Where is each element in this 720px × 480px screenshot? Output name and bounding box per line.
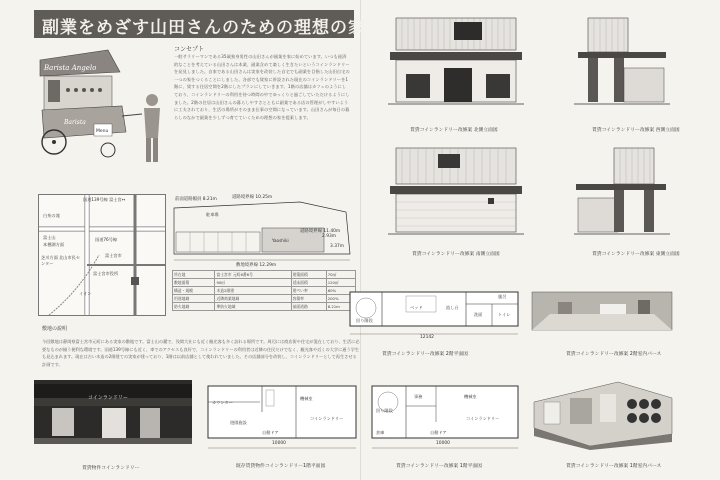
upper-room-bed: ベッド xyxy=(410,305,423,310)
existing-room-laundry: コインランドリー xyxy=(310,416,344,421)
east-elevation xyxy=(574,146,670,246)
upper-room-bath: 風呂 xyxy=(498,294,507,299)
south-elevation-label: 賃貸コインランドリー改修案 南側立面図 xyxy=(412,252,500,257)
existing-plan-label: 既存賃貸物件コインランドリー1階平面図 xyxy=(236,464,326,469)
title-band xyxy=(34,10,366,38)
map-label-cityhall: 富士宮市役所 xyxy=(93,271,119,276)
upper-room-toilet: トイレ xyxy=(498,312,511,317)
fold-line xyxy=(360,0,361,480)
upper-plan-dimension: 12142 xyxy=(420,335,434,340)
site-label-parking: 駐車場 xyxy=(206,212,219,217)
north-elevation-label: 賃貸コインランドリー改修案 北側立面図 xyxy=(410,128,498,133)
map-label-route139: 国道139号線 富士宮↔ xyxy=(83,197,126,202)
new-plan-dimension: 10000 xyxy=(436,441,450,446)
upper-room-wash: 洗面 xyxy=(474,312,483,317)
upper-room-sink: 流し台 xyxy=(446,305,459,310)
existing-room-counter: カウンター xyxy=(212,400,233,405)
site-description-body: 今回敷地は静岡県富士宮市元町にある実家の敷地です。富士山の麓で、浅間大社にも近く観光客も多く訪れる場所です。周辺には商店街や住宅が混在しており、生活に必要なものが揃う便利な環境です。国道139号線にも近く、車でのアクセスも良好で、コインランドリーの利用者は近隣の住民だけでなく、観光客や近くの大学に通う学生も見込まれます。現在は古い木造の2階建ての実家が建っており、1階は以前店舗として使われていました。その店舗部分を改装し、コインランドリーとして再生させる計画です。 xyxy=(42,339,360,367)
location-map xyxy=(38,194,166,316)
new-room-door: 自動ドア xyxy=(430,430,447,435)
spec-row: 敷地面積 90㎡ 延床面積 120㎡ xyxy=(173,279,356,287)
laundromat-photo xyxy=(34,380,192,444)
map-label-shibakawa: 芝川方面 北山市民センター xyxy=(41,255,81,266)
site-description-heading: 敷地の説明 xyxy=(42,326,68,332)
new-plan-label: 賃貸コインランドリー改修案 1階平面図 xyxy=(396,464,482,469)
spec-table xyxy=(172,270,356,311)
map-label-aeon: イオン xyxy=(79,291,92,296)
site-dim-road: 前面道路幅員 8.21m xyxy=(175,197,217,202)
site-dim-boundary-c: 敷地境界線 12.29m xyxy=(236,263,277,268)
cart-sign-top: Barista Angelo xyxy=(44,64,97,72)
map-label-motosu: 本栖湖方面 xyxy=(43,242,64,247)
map-label-falls: 白糸の滝 xyxy=(43,213,60,218)
spec-row: 用途地域 近隣商業地域 容積率 200% xyxy=(173,295,356,303)
new-room-machine: 機械室 xyxy=(464,394,477,399)
second-floor-plan-label: 賃貸コインランドリー改修案 2階平面図 xyxy=(382,352,468,357)
map-label-fujinomiya: 富士宮市 xyxy=(105,253,122,258)
cart-board: Menu xyxy=(96,129,109,134)
existing-room-play: 遊園施設 xyxy=(230,420,247,425)
concept-body: 一般サラリーマンである35歳独身男性の山田さんが副業を家に始めています。いつも経済的なことを考えている山田さんは本業、副業含めて楽しく生きたいというコインランドリーを発見しました。自家である山田さんは実家を改装した自宅でも副業を目指した山田自宅の一つの家をつくることにしました。各部でも貸家に併設された現在のコインランドリーを1階に、貸する住居空間を2階にしたプランにしていきます。1階の店舗はカフェのようにしており、コインランドリーの利用を待つ時間の中でゆっくりと過ごしていただけるようにしました。2階の住居は山田さんの暮らしやすさとともに副業である店の管理がしやすいように工夫されており、生活の場所がそのまま仕事の空間になっています。山田さんが毎日の暮らしのなかで副業を少しずつ育てていくための理想の家を提案します。 xyxy=(174,54,350,120)
west-elevation xyxy=(574,16,670,116)
site-label-building: Yaoshiki xyxy=(272,238,289,243)
map-label-route76: 国道76号線 xyxy=(95,237,118,242)
spec-row: 所在地 富士宮市 元町6番6号 建築面積 70㎡ xyxy=(173,271,356,279)
north-elevation xyxy=(388,16,524,116)
site-dim-side-b: 2.93m xyxy=(322,234,337,239)
site-dim-side-a: 3.37m xyxy=(330,244,345,249)
new-room-office: 事務 xyxy=(414,394,423,399)
second-floor-plan xyxy=(346,288,522,344)
site-dim-boundary-b: 道路境界線 11.40m xyxy=(300,229,341,234)
new-room-storage: 倉庫 xyxy=(376,430,385,435)
existing-room-machine: 機械室 xyxy=(300,396,313,401)
second-floor-perspective xyxy=(530,290,676,334)
coffee-cart-illustration xyxy=(34,46,170,170)
west-elevation-label: 賃貸コインランドリー改修案 西側立面図 xyxy=(592,128,680,133)
new-room-laundry: コインランドリー xyxy=(466,416,500,421)
map-label-fuji: 富士山 xyxy=(43,235,56,240)
page-title: 副業をめざす山田さんのための理想の家 xyxy=(42,18,366,38)
first-floor-perspective xyxy=(530,378,676,450)
cart-sign-side: Barista xyxy=(64,119,86,126)
upper-room-stairs: 回り階段 xyxy=(356,318,373,323)
concept-heading: コンセプト xyxy=(174,46,205,53)
photo-sign-text: コインランドリー xyxy=(88,395,128,401)
new-room-stairs: 回り階段 xyxy=(376,408,393,413)
photo-label: 賃貸物件コインランドリー xyxy=(82,466,140,471)
spec-row: 防火地域 準防火地域 前面道路 8.21m xyxy=(173,303,356,311)
existing-room-door: 自動ドア xyxy=(262,430,279,435)
site-dim-boundary-a: 道路境界線 10.25m xyxy=(232,195,273,200)
south-elevation xyxy=(388,146,524,246)
spec-row: 構造・規模 木造2階建 建ぺい率 60% xyxy=(173,287,356,295)
existing-plan-dimension: 10000 xyxy=(272,441,286,446)
second-floor-perspective-label: 賃貸コインランドリー改修案 2階室内パース xyxy=(566,352,662,357)
first-floor-perspective-label: 賃貸コインランドリー改修案 1階室内パース xyxy=(566,464,662,469)
east-elevation-label: 賃貸コインランドリー改修案 東側立面図 xyxy=(592,252,680,257)
